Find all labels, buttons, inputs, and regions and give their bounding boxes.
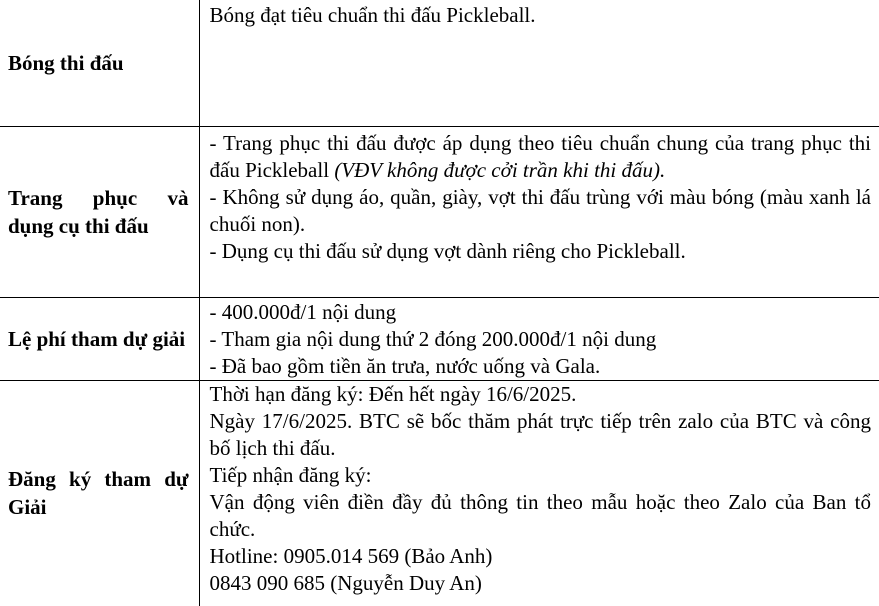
content-line: - Trang phục thi đấu được áp dụng theo tiêu chuẩn chung của trang phục thi đấu Pickleball (VĐV không được cởi trần khi thi đấu). (209, 130, 871, 182)
row-label-registration: Đăng ký tham dự Giải (0, 380, 199, 606)
row-content-fee (199, 297, 879, 380)
content-line: Vận động viên điền đầy đủ thông tin theo mẫu hoặc theo Zalo của Ban tổ chức. (209, 489, 871, 541)
content-line: Ngày 17/6/2025. BTC sẽ bốc thăm phát trực tiếp trên zalo của BTC và công bố lịch thi đấu. (209, 408, 871, 460)
content-line: 0843 090 685 (Nguyễn Duy An) (209, 570, 482, 595)
row-label-ball: Bóng thi đấu (0, 0, 199, 126)
content-line: Tiếp nhận đăng ký: (209, 462, 372, 487)
row-label-attire: Trang phục và dụng cụ thi đấu (0, 126, 199, 297)
table-row-fee (0, 297, 879, 380)
content-line: - Không sử dụng áo, quần, giày, vợt thi đấu trùng với màu bóng (màu xanh lá chuối non). (209, 184, 871, 236)
content-note: (VĐV không được cởi trần khi thi đấu). (334, 157, 666, 182)
content-line: Thời hạn đăng ký: Đến hết ngày 16/6/2025. (209, 381, 577, 406)
row-label-fee: Lệ phí tham dự giải (0, 297, 199, 380)
table-row-ball (0, 0, 879, 126)
content-line: - 400.000đ/1 nội dung (209, 299, 397, 324)
content-line: Bóng đạt tiêu chuẩn thi đấu Pickleball. (209, 3, 536, 27)
row-content-attire (199, 126, 879, 297)
content-line: - Đã bao gồm tiền ăn trưa, nước uống và Gala. (209, 353, 601, 378)
row-content-ball (199, 0, 879, 126)
row-content-registration (199, 380, 879, 606)
content-line: - Tham gia nội dung thứ 2 đóng 200.000đ/1 nội dung (209, 326, 657, 351)
table-row-registration (0, 380, 879, 606)
table-row-attire (0, 126, 879, 297)
content-line: - Dụng cụ thi đấu sử dụng vợt dành riêng cho Pickleball. (209, 238, 686, 263)
content-line: Hotline: 0905.014 569 (Bảo Anh) (209, 543, 493, 568)
